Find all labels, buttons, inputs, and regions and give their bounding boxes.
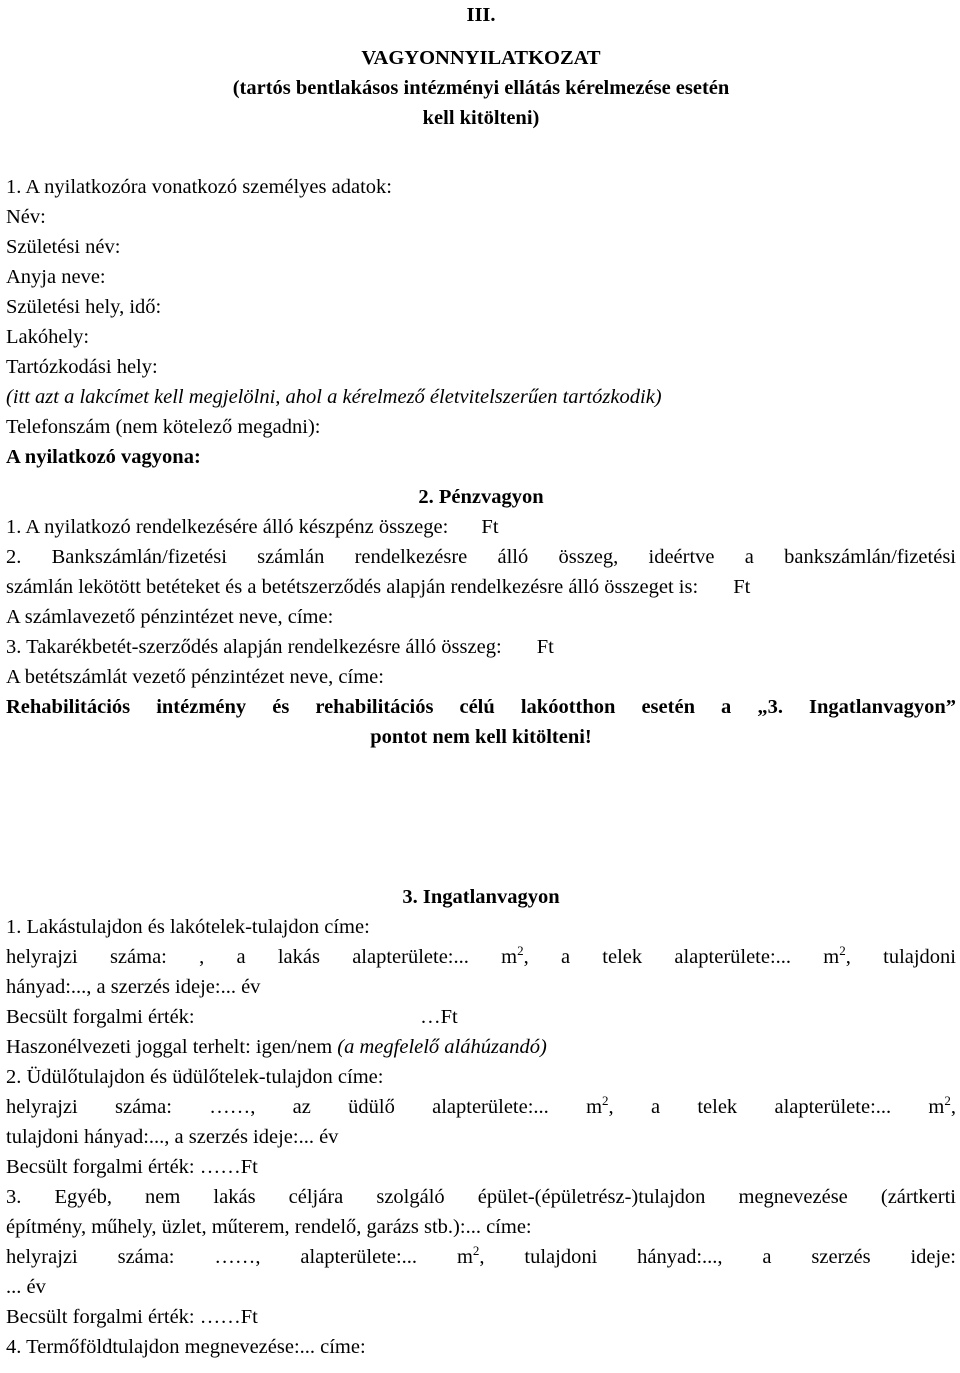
bank-text-line (6, 572, 956, 602)
other-building-line: 3. Egyéb, nem lakás céljára szolgáló épület-(épületrész-)tulajdon megnevezése (zártkerti (6, 1186, 956, 1208)
rehab-note: pontot nem kell kitölteni! (370, 726, 592, 748)
cash-row (6, 512, 956, 542)
other-area-text: helyrajzi száma: ……, alapterülete:... m (6, 1246, 473, 1268)
personal-data-section (6, 172, 956, 472)
holiday-area-text: helyrajzi száma: ……, az üdülő alapterülete:... m (6, 1096, 603, 1118)
bank-unit: Ft (733, 576, 751, 598)
birth-place-date-field-label: Születési hely, idő: (6, 296, 162, 318)
bank-institution-label: A számlavezető pénzintézet neve, címe: (6, 606, 334, 628)
usufruct-label: Haszonélvezeti joggal terhelt: igen/nem (6, 1036, 338, 1058)
flat-value-line: Becsült forgalmi érték: …Ft (6, 1006, 458, 1028)
money-heading: 2. Pénzvagyon (418, 486, 544, 508)
property-heading: 3. Ingatlanvagyon (402, 886, 560, 908)
money-section (6, 482, 956, 752)
cash-label: 1. A nyilatkozó rendelkezésére álló készpénz összege: (6, 516, 449, 538)
savings-label: 3. Takarékbetét-szerződés alapján rendelkezésre álló összeg: (6, 636, 502, 658)
title-block (6, 43, 956, 133)
flat-plot-text: , a telek alapterülete:... m (523, 946, 840, 968)
flat-title: 1. Lakástulajdon és lakótelek-tulajdon címe: (6, 916, 370, 938)
flat-share-line: hányad:..., a szerzés ideje:... év (6, 976, 261, 998)
personal-heading: 1. A nyilatkozóra vonatkozó személyes adatok: (6, 176, 392, 198)
bank-text-line: 2. Bankszámlán/fizetési számlán rendelkezésre álló összeg, ideértve a bankszámlán/fizetési (6, 546, 956, 568)
superscript: 2 (602, 1093, 609, 1109)
flat-area-text: helyrajzi száma: , a lakás alapterülete:... m (6, 946, 518, 968)
document-subtitle: kell kitölteni) (422, 107, 540, 129)
superscript: 2 (944, 1093, 951, 1109)
holiday-details-line (6, 1092, 956, 1122)
holiday-plot-text: , a telek alapterülete:... m (608, 1096, 945, 1118)
other-year-line: ... év (6, 1276, 46, 1298)
rehab-note: Rehabilitációs intézmény és rehabilitációs célú lakóotthon esetén a „3. Ingatlanvagyon” (6, 696, 956, 718)
other-share-text: , tulajdoni hányad:..., a szerzés ideje: (479, 1246, 956, 1268)
residence-field-label: Lakóhely: (6, 326, 90, 348)
other-value-line: Becsült forgalmi érték: ……Ft (6, 1306, 258, 1328)
phone-field-label: Telefonszám (nem kötelező megadni): (6, 416, 321, 438)
property-section (6, 882, 956, 1362)
mother-name-field-label: Anyja neve: (6, 266, 106, 288)
superscript: 2 (839, 943, 846, 959)
flat-details-line (6, 942, 956, 972)
bank-label: számlán lekötött betéteket és a betétszerződés alapján rendelkezésre álló összeget is: (6, 576, 699, 598)
holiday-value-line: Becsült forgalmi érték: ……Ft (6, 1156, 258, 1178)
land-title: 4. Termőföldtulajdon megnevezése:... címe: (6, 1336, 366, 1358)
cash-unit: Ft (481, 516, 499, 538)
other-building-line: építmény, műhely, üzlet, műterem, rendelő, garázs stb.):... címe: (6, 1216, 532, 1238)
superscript: 2 (517, 943, 524, 959)
birth-name-field-label: Születési név: (6, 236, 121, 258)
savings-row (6, 632, 956, 662)
section-number: III. (466, 4, 496, 26)
flat-usufruct-line (6, 1032, 956, 1062)
holiday-share-line: tulajdoni hányad:..., a szerzés ideje:... év (6, 1126, 339, 1148)
savings-unit: Ft (536, 636, 554, 658)
superscript: 2 (472, 1243, 480, 1259)
name-field-label: Név: (6, 206, 46, 228)
assets-heading: A nyilatkozó vagyona: (6, 446, 201, 468)
holiday-comma: , (950, 1096, 957, 1118)
flat-share-text: , tulajdoni (845, 946, 957, 968)
savings-institution-label: A betétszámlát vezető pénzintézet neve, címe: (6, 666, 384, 688)
stay-place-note: (itt azt a lakcímet kell megjelölni, ahol a kérelmező életvitelszerűen tartózkodik) (6, 386, 662, 408)
other-details-line (6, 1242, 956, 1272)
usufruct-note: (a megfelelő aláhúzandó) (337, 1036, 547, 1058)
holiday-title: 2. Üdülőtulajdon és üdülőtelek-tulajdon címe: (6, 1066, 384, 1088)
document-subtitle: (tartós bentlakásos intézményi ellátás kérelmezése esetén (232, 77, 730, 99)
stay-place-field-label: Tartózkodási hely: (6, 356, 158, 378)
document-title: VAGYONNYILATKOZAT (361, 47, 601, 69)
